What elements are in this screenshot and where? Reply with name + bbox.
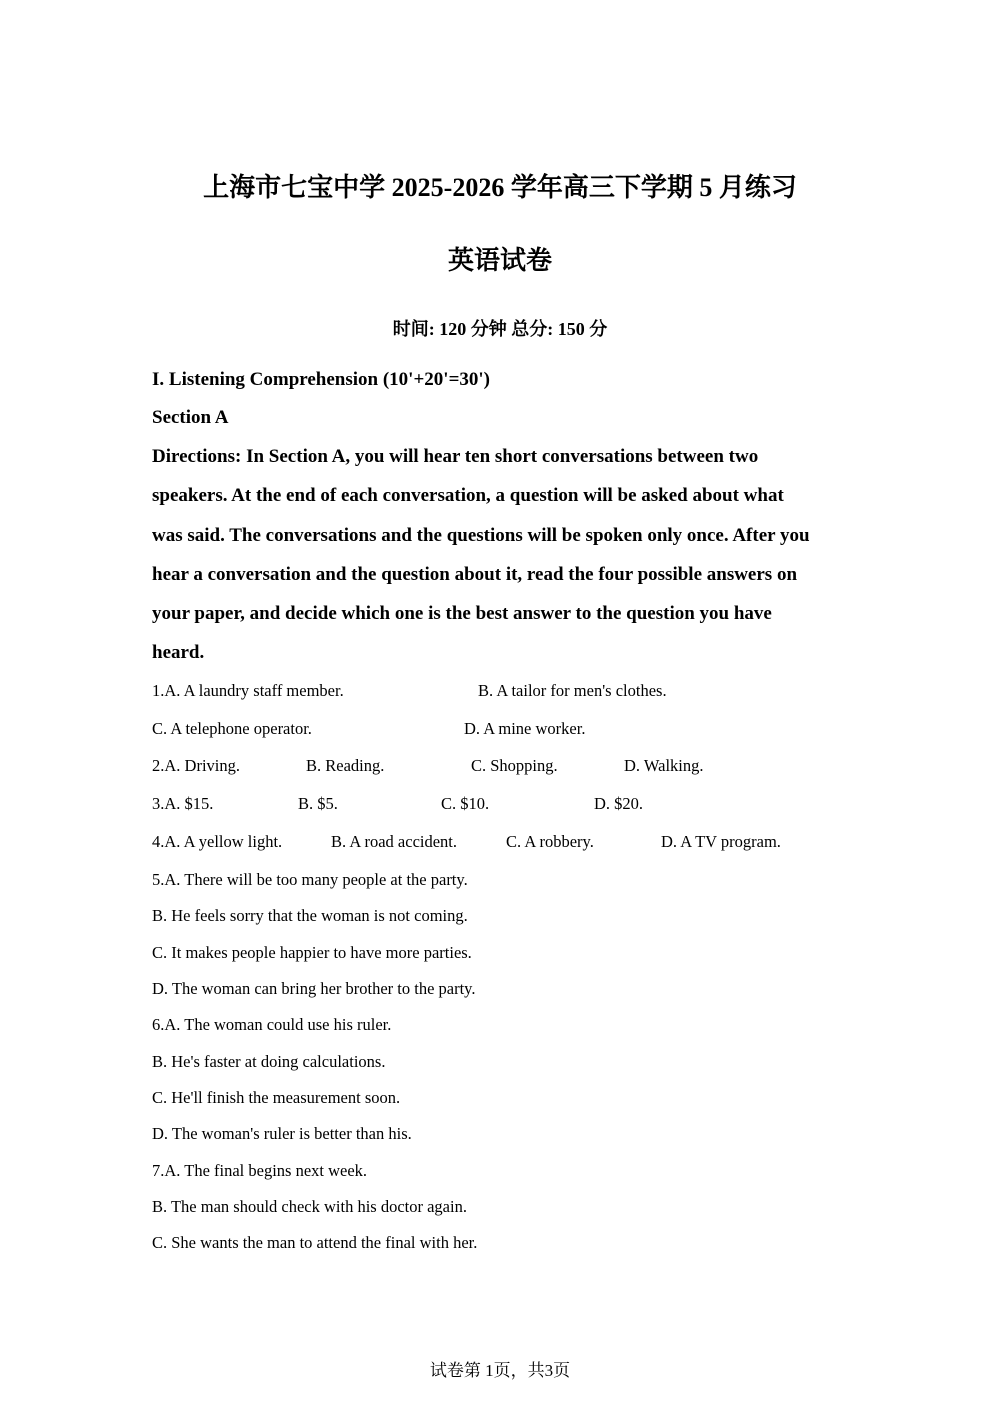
q2-option-a: 2.A. Driving. (152, 756, 240, 775)
q3-option-b: B. $5. (298, 794, 338, 813)
q4-option-a: 4.A. A yellow light. (152, 832, 283, 851)
q3-option-d: D. $20. (594, 794, 644, 813)
q3-option-a: 3.A. $15. (152, 794, 214, 813)
section-label: Section A (152, 407, 229, 428)
q5-option-c: C. It makes people happier to have more parties. (152, 943, 472, 962)
directions-line: speakers. At the end of each conversation, a question will be asked about what (152, 485, 784, 507)
q4-option-b: B. A road accident. (331, 832, 458, 851)
question-2-row (0, 756, 1000, 780)
question-4-row (0, 832, 1000, 856)
q2-option-d: D. Walking. (624, 756, 704, 775)
page-number-footer: 试卷第 1页，共3页 (429, 1361, 571, 1380)
question-3-row (0, 794, 1000, 818)
q5-option-b: B. He feels sorry that the woman is not coming. (152, 906, 468, 925)
part-heading: I. Listening Comprehension (10'+20'=30') (152, 369, 491, 390)
q4-option-d: D. A TV program. (661, 832, 781, 851)
directions-line: was said. The conversations and the questions will be spoken only once. After you (152, 524, 810, 546)
q1-option-c: C. A telephone operator. (152, 719, 312, 738)
q4-option-c: C. A robbery. (506, 832, 594, 851)
directions-line: your paper, and decide which one is the best answer to the question you have (152, 603, 772, 625)
q3-option-c: C. $10. (441, 794, 490, 813)
directions-line: Directions: In Section A, you will hear ten short conversations between two (152, 446, 759, 467)
q2-option-b: B. Reading. (306, 756, 385, 775)
q6-option-d: D. The woman's ruler is better than his. (152, 1124, 412, 1143)
q5-option-d: D. The woman can bring her brother to the party. (152, 979, 476, 998)
q1-option-a: 1.A. A laundry staff member. (152, 681, 344, 700)
directions-paragraph (152, 437, 852, 673)
q6-option-a: 6.A. The woman could use his ruler. (152, 1015, 392, 1034)
q5-option-a: 5.A. There will be too many people at the party. (152, 870, 468, 889)
q6-option-b: B. He's faster at doing calculations. (152, 1052, 386, 1071)
directions-line: hear a conversation and the question about it, read the four possible answers on (152, 563, 798, 585)
q6-option-c: C. He'll finish the measurement soon. (152, 1088, 401, 1107)
exam-time-score: 时间: 120 分钟 总分: 150 分 (392, 319, 608, 339)
q7-option-c: C. She wants the man to attend the final with her. (152, 1233, 478, 1252)
exam-title-line2: 英语试卷 (447, 246, 552, 275)
question-1-row-1 (0, 681, 1000, 705)
q7-option-a: 7.A. The final begins next week. (152, 1161, 368, 1180)
q2-option-c: C. Shopping. (471, 756, 558, 775)
q1-option-d: D. A mine worker. (464, 719, 586, 738)
directions-line: heard. (152, 642, 205, 664)
q1-option-b: B. A tailor for men's clothes. (478, 681, 667, 700)
exam-title-line1: 上海市七宝中学 2025-2026 学年高三下学期 5 月练习 (203, 173, 797, 202)
question-1-row-2 (0, 719, 1000, 743)
q7-option-b: B. The man should check with his doctor again. (152, 1197, 467, 1216)
